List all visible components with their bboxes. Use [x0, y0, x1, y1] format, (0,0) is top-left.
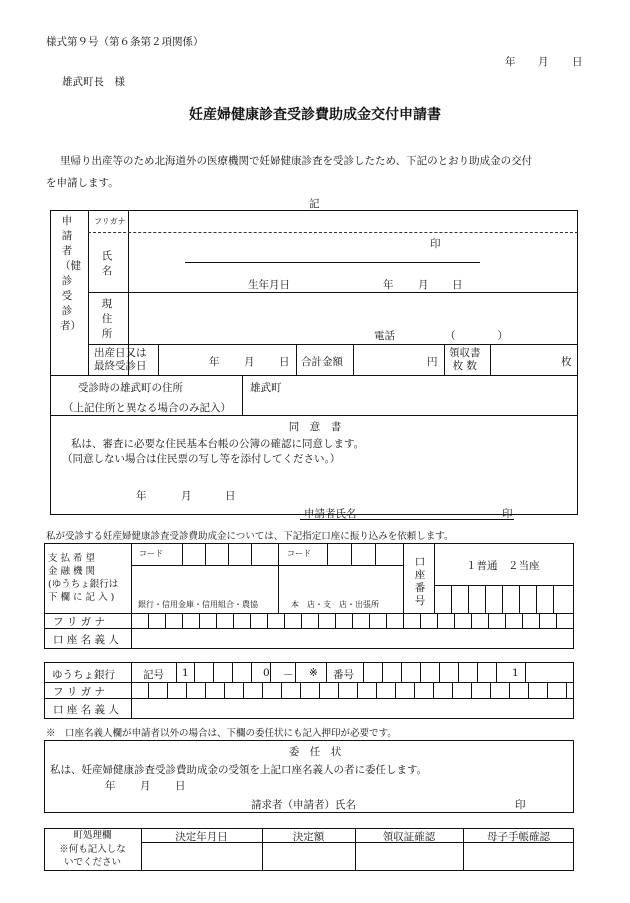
branch-code-box-divider [351, 543, 352, 565]
delivery-day: 日 [279, 356, 290, 368]
address-field[interactable] [130, 296, 575, 322]
account-digit-divider [468, 585, 469, 613]
phone-paren: （ ） [445, 330, 508, 342]
transfer-note: 私が受診する妊産婦健康診査受診費助成金については、下記指定口座に振り込みを依頼します。 [46, 531, 454, 542]
yucho-label: ゆうちょ銀行 [52, 669, 115, 681]
furigana-label: フリガナ [94, 217, 126, 226]
bank-furigana-label: フ リ ガ ナ [53, 616, 106, 628]
yucho-furigana-divider [566, 682, 567, 698]
visit-address-label-1: 受診時の雄武町の住所 [78, 382, 183, 394]
yucho-digit-divider [213, 662, 214, 682]
delivery-month: 月 [244, 356, 255, 368]
account-digit-divider [553, 585, 554, 613]
yucho-furigana-divider [452, 682, 453, 698]
yucho-number-label: 番号 [333, 669, 354, 681]
account-digit-divider [502, 585, 503, 613]
proxy-day: 日 [175, 780, 186, 792]
birthdate-label: 生年月日 [248, 279, 290, 291]
furigana-box-divider [471, 613, 472, 628]
furigana-box-divider [420, 613, 421, 628]
yucho-furigana-divider [528, 682, 529, 698]
furigana-box-divider [488, 613, 489, 628]
name-label: 氏名 [101, 250, 113, 277]
branch-types: 本 店・支 店・出張所 [291, 600, 379, 609]
bank-holder-label: 口 座 名 義 人 [53, 634, 119, 646]
yucho-holder-label: 口 座 名 義 人 [53, 704, 119, 716]
furigana-box-divider [386, 613, 387, 628]
yucho-digit-divider [401, 662, 402, 682]
yucho-digit-divider [326, 662, 327, 682]
date-month: 月 [538, 56, 549, 68]
account-number-label: 口座番号 [414, 556, 426, 607]
account-digit-divider [536, 585, 537, 613]
yucho-digit-divider [477, 662, 478, 682]
office-col-decision-date: 決定年月日 [175, 831, 228, 843]
furigana-box-divider [250, 613, 251, 628]
office-label: 町処理欄 ※何も記入しな いでください [59, 830, 126, 868]
branch-code-box-divider [375, 543, 376, 565]
furigana-box-divider [505, 613, 506, 628]
bank-code-box-divider [228, 543, 229, 565]
furigana-box-divider [454, 613, 455, 628]
yucho-digit-one: 1 [182, 667, 189, 679]
proxy-month: 月 [140, 780, 151, 792]
bank-code-label: コード [139, 549, 163, 558]
phone-label: 電話 [374, 330, 395, 342]
applicant-section-label: 申請者（健診受診者） [60, 215, 81, 332]
yucho-furigana-label: フ リ ガ ナ [53, 686, 106, 698]
yucho-digit-zero: 0 [263, 667, 270, 679]
account-digit-divider [485, 585, 486, 613]
yucho-furigana-divider [262, 682, 263, 698]
furigana-box-divider [199, 613, 200, 628]
name-seal: 印 [430, 238, 441, 250]
consent-year: 年 [136, 490, 147, 502]
yucho-furigana-divider [243, 682, 244, 698]
yucho-furigana-divider [338, 682, 339, 698]
branch-code-label: コード [287, 549, 311, 558]
intro-line-2: を申請します。 [46, 177, 119, 189]
yucho-digit-divider [270, 662, 271, 682]
furigana-box-divider [267, 613, 268, 628]
furigana-field[interactable] [130, 214, 575, 230]
yucho-furigana-divider [224, 682, 225, 698]
yucho-furigana-divider [490, 682, 491, 698]
bank-label: 支 払 希 望 金 融 機 関 (ゆうちょ銀行は 下 欄 に 記 入 ) [48, 553, 119, 603]
yucho-furigana-divider [319, 682, 320, 698]
proxy-note: ※ 口座名義人欄が申請者以外の場合は、下欄の委任状にも記入押印が必要です。 [46, 728, 397, 739]
furigana-box-divider [352, 613, 353, 628]
proxy-text: 私は、妊産婦健康診査受診費助成金の受領を上記口座名義人の者に委任します。 [50, 764, 428, 776]
yucho-number-one: 1 [512, 667, 519, 679]
yucho-digit-divider [496, 662, 497, 682]
yucho-digit-divider [458, 662, 459, 682]
consent-month: 月 [181, 490, 192, 502]
office-col-receipt-check: 領収証確認 [382, 831, 436, 843]
yucho-furigana-divider [433, 682, 434, 698]
visit-address-value[interactable]: 雄武町 [250, 382, 282, 394]
birth-day: 日 [452, 279, 463, 291]
consent-line-1: 私は、審査に必要な住民基本台帳の公簿の確認に同意します。 [71, 438, 365, 450]
furigana-box-divider [301, 613, 302, 628]
yucho-furigana-divider [186, 682, 187, 698]
birth-month: 月 [418, 279, 429, 291]
yen-label: 円 [427, 356, 438, 368]
yucho-furigana-divider [376, 682, 377, 698]
furigana-box-divider [284, 613, 285, 628]
delivery-year: 年 [209, 356, 220, 368]
office-col-decision-amount: 決定額 [292, 831, 325, 843]
furigana-box-divider [403, 613, 404, 628]
furigana-box-divider [573, 613, 574, 628]
consent-signer-label: 申請者氏名 [304, 508, 357, 520]
yucho-furigana-divider [357, 682, 358, 698]
form-number: 様式第９号（第６条第２項関係） [46, 36, 204, 48]
total-label: 合計金額 [301, 356, 343, 368]
intro-line-1: 里帰り出産等のため北海道外の医療機関で妊婦健康診査を受診したため、下記のとおり助成金の交付 [60, 155, 533, 167]
account-types: １普通 ２当座 [466, 560, 540, 572]
yucho-furigana-divider [167, 682, 168, 698]
date-year: 年 [505, 56, 516, 68]
yucho-symbol-label: 記号 [143, 669, 164, 681]
bank-types: 銀行・信用金庫・信用組合・農協 [138, 600, 258, 609]
yucho-dash: － [283, 669, 294, 681]
furigana-box-divider [335, 613, 336, 628]
yucho-furigana-divider [414, 682, 415, 698]
birth-year: 年 [383, 279, 394, 291]
proxy-year: 年 [105, 780, 116, 792]
yucho-furigana-divider [395, 682, 396, 698]
yucho-digit-divider [232, 662, 233, 682]
furigana-box-divider [165, 613, 166, 628]
furigana-box-divider [539, 613, 540, 628]
yucho-digit-divider [525, 662, 526, 682]
bank-code-box-divider [205, 543, 206, 565]
furigana-box-divider [148, 613, 149, 628]
yucho-digit-divider [295, 662, 296, 682]
yucho-furigana-divider [205, 682, 206, 698]
account-digit-divider [519, 585, 520, 613]
yucho-digit-divider [251, 662, 252, 682]
yucho-digit-divider [439, 662, 440, 682]
receipt-count-label: 領収書 枚 数 [449, 347, 481, 372]
bank-code-box-divider [251, 543, 252, 565]
furigana-box-divider [233, 613, 234, 628]
furigana-box-divider [556, 613, 557, 628]
furigana-box-divider [182, 613, 183, 628]
yucho-digit-divider [382, 662, 383, 682]
ki-label: 記 [309, 198, 320, 210]
proxy-signer-label: 請求者（申請者）氏名 [251, 799, 356, 811]
name-field[interactable] [130, 236, 470, 260]
office-col-mch-check: 母子手帳確認 [487, 831, 550, 843]
yucho-asterisk: ※ [309, 667, 318, 679]
branch-code-box-divider [327, 543, 328, 565]
address-label: 現住所 [101, 298, 113, 340]
visit-address-label-2: （上記住所と異なる場合のみ記入） [63, 402, 231, 414]
consent-day: 日 [225, 490, 236, 502]
furigana-box-divider [522, 613, 523, 628]
furigana-box-divider [216, 613, 217, 628]
addressee: 雄武町長 様 [62, 76, 125, 88]
page-title: 妊産婦健康診査受診費助成金交付申請書 [189, 107, 441, 123]
yucho-digit-divider [176, 662, 177, 682]
yucho-digit-divider [194, 662, 195, 682]
account-digit-divider [451, 585, 452, 613]
proxy-seal: 印 [515, 799, 526, 811]
delivery-label: 出産日又は 最終受診日 [94, 347, 147, 372]
furigana-box-divider [318, 613, 319, 628]
bank-code-box-divider [182, 543, 183, 565]
yucho-furigana-divider [547, 682, 548, 698]
consent-line-2: （同意しない場合は住民票の写し等を添付してください。） [62, 453, 341, 465]
yucho-furigana-divider [509, 682, 510, 698]
yucho-digit-divider [420, 662, 421, 682]
yucho-furigana-divider [148, 682, 149, 698]
consent-title: 同 意 書 [288, 421, 342, 433]
yucho-furigana-divider [300, 682, 301, 698]
proxy-title: 委 任 状 [288, 746, 342, 758]
sheets-label: 枚 [561, 356, 572, 368]
furigana-box-divider [437, 613, 438, 628]
furigana-box-divider [369, 613, 370, 628]
yucho-digit-divider [363, 662, 364, 682]
consent-seal: 印 [502, 508, 513, 520]
yucho-furigana-divider [281, 682, 282, 698]
yucho-furigana-divider [471, 682, 472, 698]
date-day: 日 [572, 56, 583, 68]
